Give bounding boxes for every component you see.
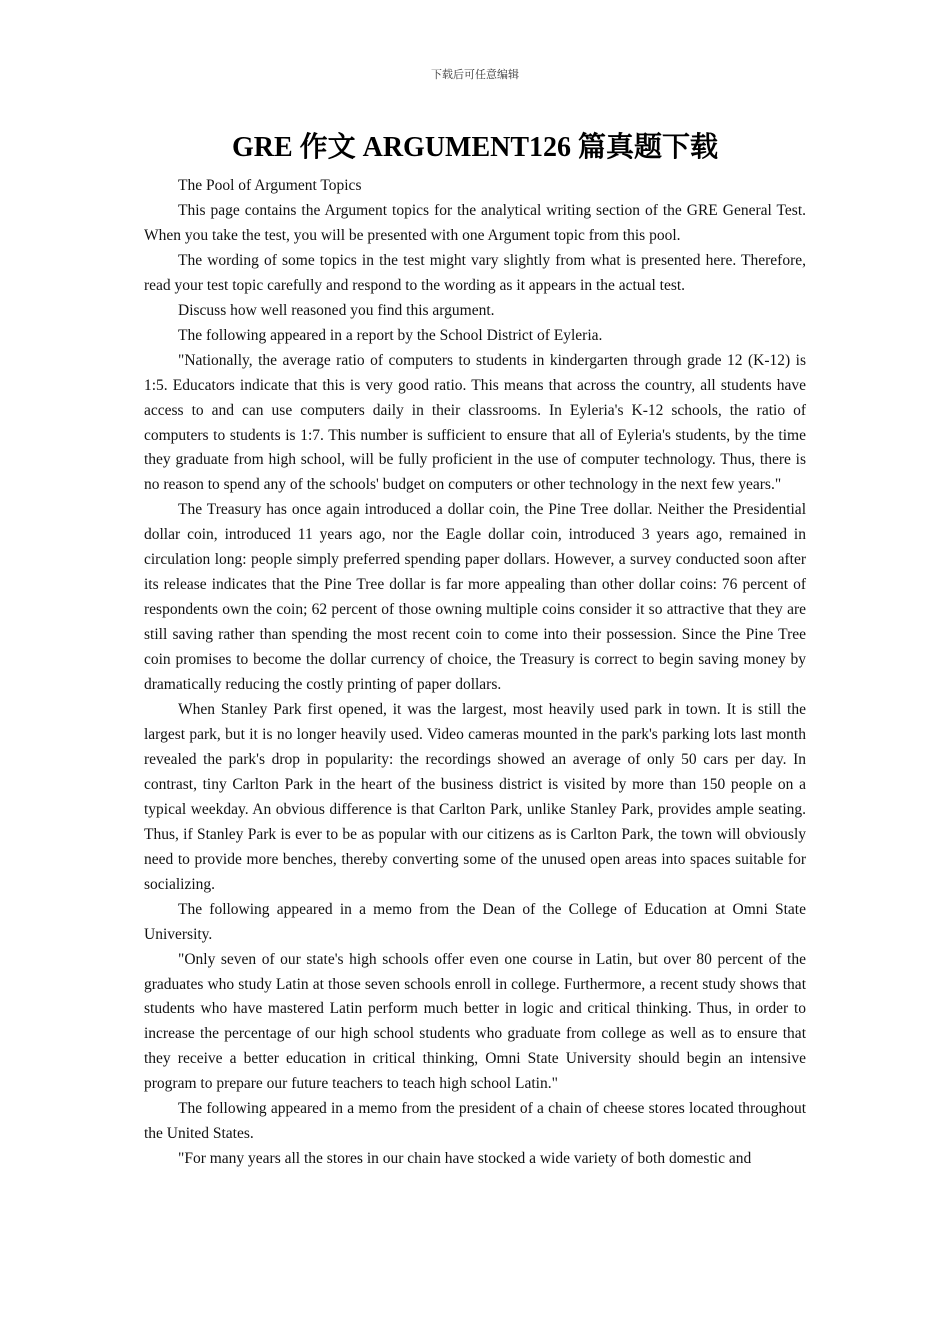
paragraph-pool-heading: The Pool of Argument Topics — [178, 177, 362, 194]
paragraph-wording-note: The wording of some topics in the test might vary slightly from what is presented here. Therefore, read your test topic carefully and respond to the wording as it appears in the actual test. — [144, 251, 806, 294]
paragraph-omni-source: The following appeared in a memo from the Dean of the College of Education at Omni State University. — [144, 900, 806, 943]
paragraph-eyleria-argument: "Nationally, the average ratio of computers to students in kindergarten through grade 12 (K-12) is 1:5. Educators indicate that this is very good ratio. This means that across the country, all students have access to and can use computers daily in their classrooms. In Eyleria's K-12 schools, the ratio of computers to students is 1:7. This number is sufficient to ensure that all of Eyleria's students, by the time they graduate from high school, will be fully proficient in the use of computer technology. Thus, there is no reason to spend any of the schools' budget on computers or other technology in the next few years." — [144, 351, 806, 494]
paragraph-stanley-park-argument: When Stanley Park first opened, it was the largest, most heavily used park in town. It is still the largest park, but it is no longer heavily used. Video cameras mounted in the park's parking lots last month revealed the park's drop in popularity: the recordings showed an average of only 50 cars per day. In contrast, tiny Carlton Park in the heart of the business district is visited by more than 150 people on a typical weekday. An obvious difference is that Carlton Park, unlike Stanley Park, provides ample seating. Thus, if Stanley Park is ever to be as popular with our citizens as is Carlton Park, the town will obviously need to provide more benches, thereby converting some of the unused open areas into spaces suitable for socializing. — [144, 701, 806, 893]
header-note: 下载后可任意编辑 — [431, 68, 519, 81]
document-body — [144, 174, 806, 1172]
paragraph-intro: This page contains the Argument topics for the analytical writing section of the GRE General Test. When you take the test, you will be presented with one Argument topic from this pool. — [144, 201, 806, 244]
paragraph-treasury-argument: The Treasury has once again introduced a dollar coin, the Pine Tree dollar. Neither the Presidential dollar coin, introduced 11 years ago, nor the Eagle dollar coin, introduced 3 years ago, remained in circulation long: people simply preferred spending paper dollars. However, a survey conducted soon after its release indicates that the Pine Tree dollar is far more appealing than other dollar coins: 76 percent of respondents own the coin; 62 percent of those owning multiple coins consider it so attractive that they are still saving rather than spending the most recent coin to come into their possession. Since the Pine Tree coin promises to become the dollar currency of choice, the Treasury is correct to begin saving money by dramatically reducing the costly printing of paper dollars. — [144, 501, 806, 694]
paragraph-instruction: Discuss how well reasoned you find this argument. — [178, 301, 495, 319]
paragraph-eyleria-source: The following appeared in a report by the School District of Eyleria. — [178, 326, 603, 344]
paragraph-cheese-source: The following appeared in a memo from the president of a chain of cheese stores located throughout the United States. — [144, 1100, 806, 1143]
paragraph-latin-argument: "Only seven of our state's high schools offer even one course in Latin, but over 80 percent of the graduates who study Latin at those seven schools enroll in college. Furthermore, a recent study shows that students who have mastered Latin perform much better in logic and critical thinking. Thus, in order to increase the percentage of our high school students who graduate from college as well as to ensure that they receive a better education in critical thinking, Omni State University should begin an intensive program to prepare our future teachers to teach high school Latin." — [144, 950, 806, 1093]
paragraph-cheese-argument: "For many years all the stores in our chain have stocked a wide variety of both domestic and — [178, 1150, 752, 1168]
page-title: GRE 作文 ARGUMENT126 篇真题下载 — [231, 132, 719, 163]
